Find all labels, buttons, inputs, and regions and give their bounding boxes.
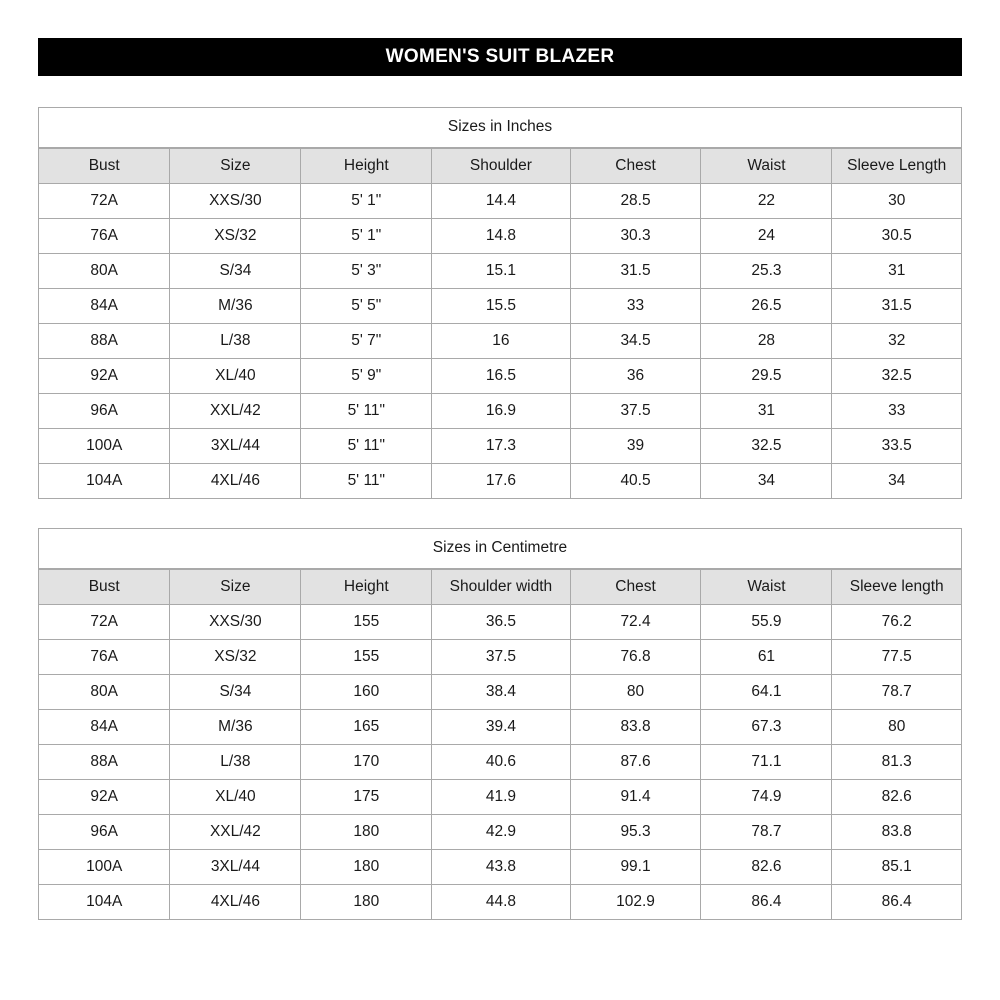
cell-chest: 33 xyxy=(570,289,701,324)
cell-height: 5' 1" xyxy=(301,219,432,254)
cell-size: XL/40 xyxy=(170,359,301,394)
column-header-bust: Bust xyxy=(39,149,170,184)
cell-size: XXS/30 xyxy=(170,605,301,640)
cell-height: 5' 11" xyxy=(301,394,432,429)
cell-shoulder-width: 40.6 xyxy=(432,745,570,780)
table-header-row xyxy=(39,149,961,184)
column-header-shoulder: Shoulder xyxy=(432,149,570,184)
cell-height: 165 xyxy=(301,710,432,745)
cell-sleeve-length: 32 xyxy=(832,324,961,359)
size-table-inches xyxy=(38,107,962,499)
cell-bust: 72A xyxy=(39,184,170,219)
table-row xyxy=(39,780,961,815)
cell-bust: 100A xyxy=(39,429,170,464)
cell-chest: 28.5 xyxy=(570,184,701,219)
cell-sleeve-length: 77.5 xyxy=(832,640,961,675)
column-header-bust: Bust xyxy=(39,570,170,605)
table-row xyxy=(39,429,961,464)
cell-sleeve-length: 31 xyxy=(832,254,961,289)
cell-bust: 92A xyxy=(39,780,170,815)
table-row xyxy=(39,675,961,710)
cell-size: 3XL/44 xyxy=(170,850,301,885)
column-header-sleeve-length: Sleeve length xyxy=(832,570,961,605)
cell-size: 4XL/46 xyxy=(170,885,301,920)
table-row xyxy=(39,324,961,359)
cell-waist: 64.1 xyxy=(701,675,832,710)
cell-size: 3XL/44 xyxy=(170,429,301,464)
cell-sleeve-length: 78.7 xyxy=(832,675,961,710)
cell-bust: 84A xyxy=(39,710,170,745)
table-row xyxy=(39,359,961,394)
cell-chest: 30.3 xyxy=(570,219,701,254)
column-header-waist: Waist xyxy=(701,570,832,605)
cell-shoulder: 16.5 xyxy=(432,359,570,394)
table-row xyxy=(39,219,961,254)
cell-chest: 37.5 xyxy=(570,394,701,429)
cell-bust: 96A xyxy=(39,394,170,429)
cell-chest: 99.1 xyxy=(570,850,701,885)
table-row xyxy=(39,745,961,780)
cell-chest: 31.5 xyxy=(570,254,701,289)
cell-height: 5' 9" xyxy=(301,359,432,394)
cell-bust: 76A xyxy=(39,640,170,675)
cell-sleeve-length: 83.8 xyxy=(832,815,961,850)
cell-height: 180 xyxy=(301,885,432,920)
cell-height: 5' 11" xyxy=(301,429,432,464)
cell-shoulder: 15.5 xyxy=(432,289,570,324)
cell-height: 155 xyxy=(301,640,432,675)
cell-sleeve-length: 86.4 xyxy=(832,885,961,920)
size-table-inches-grid xyxy=(39,108,961,498)
table-row xyxy=(39,815,961,850)
table-row xyxy=(39,885,961,920)
cell-shoulder: 16 xyxy=(432,324,570,359)
cell-shoulder-width: 42.9 xyxy=(432,815,570,850)
cell-chest: 95.3 xyxy=(570,815,701,850)
cell-size: XS/32 xyxy=(170,219,301,254)
cell-waist: 25.3 xyxy=(701,254,832,289)
table-row xyxy=(39,605,961,640)
cell-waist: 55.9 xyxy=(701,605,832,640)
cell-sleeve-length: 34 xyxy=(832,464,961,499)
cell-sleeve-length: 85.1 xyxy=(832,850,961,885)
cell-size: XXS/30 xyxy=(170,184,301,219)
cell-shoulder-width: 36.5 xyxy=(432,605,570,640)
table-row xyxy=(39,254,961,289)
cell-height: 5' 5" xyxy=(301,289,432,324)
page-title-text: WOMEN'S SUIT BLAZER xyxy=(385,46,615,67)
cell-waist: 86.4 xyxy=(701,885,832,920)
cell-shoulder-width: 38.4 xyxy=(432,675,570,710)
cell-waist: 82.6 xyxy=(701,850,832,885)
cell-size: S/34 xyxy=(170,675,301,710)
column-header-height: Height xyxy=(301,570,432,605)
cell-shoulder-width: 37.5 xyxy=(432,640,570,675)
cell-size: L/38 xyxy=(170,745,301,780)
cell-bust: 104A xyxy=(39,885,170,920)
cell-sleeve-length: 30 xyxy=(832,184,961,219)
cell-height: 5' 1" xyxy=(301,184,432,219)
table-row xyxy=(39,850,961,885)
cell-bust: 84A xyxy=(39,289,170,324)
cell-chest: 83.8 xyxy=(570,710,701,745)
cell-chest: 40.5 xyxy=(570,464,701,499)
column-header-size: Size xyxy=(170,570,301,605)
cell-height: 180 xyxy=(301,815,432,850)
cell-waist: 28 xyxy=(701,324,832,359)
cell-chest: 76.8 xyxy=(570,640,701,675)
cell-waist: 67.3 xyxy=(701,710,832,745)
cell-size: XS/32 xyxy=(170,640,301,675)
cell-bust: 104A xyxy=(39,464,170,499)
cell-height: 5' 3" xyxy=(301,254,432,289)
cell-height: 180 xyxy=(301,850,432,885)
size-table-centimetre xyxy=(38,528,962,920)
cell-shoulder: 17.3 xyxy=(432,429,570,464)
cell-sleeve-length: 31.5 xyxy=(832,289,961,324)
cell-chest: 87.6 xyxy=(570,745,701,780)
cell-height: 160 xyxy=(301,675,432,710)
cell-shoulder-width: 41.9 xyxy=(432,780,570,815)
cell-waist: 26.5 xyxy=(701,289,832,324)
cell-sleeve-length: 80 xyxy=(832,710,961,745)
cell-sleeve-length: 82.6 xyxy=(832,780,961,815)
cell-waist: 32.5 xyxy=(701,429,832,464)
cell-bust: 100A xyxy=(39,850,170,885)
cell-bust: 88A xyxy=(39,324,170,359)
cell-waist: 78.7 xyxy=(701,815,832,850)
column-header-chest: Chest xyxy=(570,149,701,184)
cell-sleeve-length: 30.5 xyxy=(832,219,961,254)
cell-chest: 80 xyxy=(570,675,701,710)
cell-chest: 72.4 xyxy=(570,605,701,640)
cell-waist: 24 xyxy=(701,219,832,254)
page-title xyxy=(38,38,962,76)
cell-waist: 71.1 xyxy=(701,745,832,780)
cell-shoulder-width: 44.8 xyxy=(432,885,570,920)
cell-bust: 80A xyxy=(39,675,170,710)
table-header-row xyxy=(39,570,961,605)
cell-waist: 31 xyxy=(701,394,832,429)
cell-chest: 102.9 xyxy=(570,885,701,920)
cell-size: M/36 xyxy=(170,710,301,745)
table-row xyxy=(39,184,961,219)
size-table-centimetre-grid xyxy=(39,529,961,919)
cell-size: XXL/42 xyxy=(170,815,301,850)
cell-bust: 80A xyxy=(39,254,170,289)
cell-height: 5' 11" xyxy=(301,464,432,499)
cell-chest: 36 xyxy=(570,359,701,394)
table-row xyxy=(39,289,961,324)
cell-chest: 39 xyxy=(570,429,701,464)
cell-height: 155 xyxy=(301,605,432,640)
cell-bust: 76A xyxy=(39,219,170,254)
cell-shoulder: 14.8 xyxy=(432,219,570,254)
cell-bust: 92A xyxy=(39,359,170,394)
cell-height: 170 xyxy=(301,745,432,780)
column-header-sleeve-length: Sleeve Length xyxy=(832,149,961,184)
cell-waist: 74.9 xyxy=(701,780,832,815)
cell-size: M/36 xyxy=(170,289,301,324)
cell-sleeve-length: 33 xyxy=(832,394,961,429)
cell-shoulder: 14.4 xyxy=(432,184,570,219)
cell-waist: 61 xyxy=(701,640,832,675)
cell-height: 5' 7" xyxy=(301,324,432,359)
cell-waist: 29.5 xyxy=(701,359,832,394)
column-header-waist: Waist xyxy=(701,149,832,184)
cell-shoulder: 15.1 xyxy=(432,254,570,289)
cell-sleeve-length: 81.3 xyxy=(832,745,961,780)
cell-waist: 22 xyxy=(701,184,832,219)
table-row xyxy=(39,464,961,499)
table-row xyxy=(39,710,961,745)
cell-size: 4XL/46 xyxy=(170,464,301,499)
table-row xyxy=(39,640,961,675)
cell-shoulder: 17.6 xyxy=(432,464,570,499)
cell-height: 175 xyxy=(301,780,432,815)
column-header-height: Height xyxy=(301,149,432,184)
cell-sleeve-length: 32.5 xyxy=(832,359,961,394)
cell-size: S/34 xyxy=(170,254,301,289)
cell-size: XL/40 xyxy=(170,780,301,815)
cell-shoulder-width: 43.8 xyxy=(432,850,570,885)
column-header-shoulder-width: Shoulder width xyxy=(432,570,570,605)
cell-waist: 34 xyxy=(701,464,832,499)
cell-chest: 34.5 xyxy=(570,324,701,359)
column-header-size: Size xyxy=(170,149,301,184)
size-table-inches-caption: Sizes in Inches xyxy=(39,108,961,148)
table-row xyxy=(39,394,961,429)
cell-size: XXL/42 xyxy=(170,394,301,429)
column-header-chest: Chest xyxy=(570,570,701,605)
cell-sleeve-length: 33.5 xyxy=(832,429,961,464)
cell-shoulder-width: 39.4 xyxy=(432,710,570,745)
cell-bust: 88A xyxy=(39,745,170,780)
cell-sleeve-length: 76.2 xyxy=(832,605,961,640)
cell-bust: 72A xyxy=(39,605,170,640)
cell-bust: 96A xyxy=(39,815,170,850)
size-table-centimetre-caption: Sizes in Centimetre xyxy=(39,529,961,569)
cell-size: L/38 xyxy=(170,324,301,359)
cell-shoulder: 16.9 xyxy=(432,394,570,429)
cell-chest: 91.4 xyxy=(570,780,701,815)
